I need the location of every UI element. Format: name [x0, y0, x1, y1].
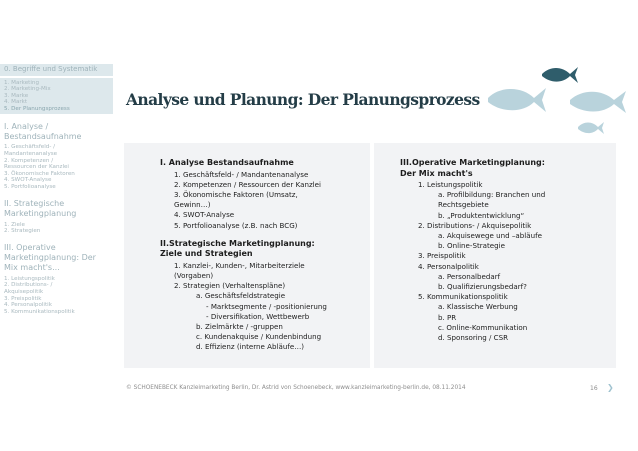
- list-subitem: b. PR: [438, 312, 457, 322]
- page-number: 16: [590, 385, 598, 392]
- sidebar-section-0: [0, 64, 113, 114]
- list-subitem: a. Personalbedarf: [438, 271, 501, 281]
- sidebar-section-title[interactable]: I. Analyse / Bestandsaufnahme: [4, 122, 82, 142]
- sidebar-section-highlight: [0, 64, 113, 76]
- footer-copyright: © SCHOENEBECK Kanzleimarketing Berlin, Dr. Astrid von Schoenebeck, www.kanzleimarketing-berlin.de, 08.11.2014: [126, 385, 466, 391]
- strategie-list: [160, 261, 370, 353]
- list-item: 2. Distributions- / Akquisepolitik: [418, 220, 532, 230]
- operative-list: [400, 180, 614, 343]
- page-title: Analyse und Planung: Der Planungsprozess: [126, 90, 480, 109]
- list-subitem: - Marktsegmente / -positionierung: [206, 301, 327, 311]
- list-subitem: b. Online-Strategie: [438, 241, 505, 251]
- sidebar-item-kommunikation[interactable]: 5. Kommunikationspolitik: [4, 308, 75, 315]
- list-item: 4. Personalpolitik: [418, 261, 479, 271]
- list-item: 1. Geschäftsfeld- / Mandantenanalyse: [174, 169, 309, 179]
- right-column: [400, 158, 614, 343]
- sidebar-item-portfolio[interactable]: 5. Portfolioanalyse: [4, 184, 56, 191]
- list-item: 2. Kompetenzen / Ressourcen der Kanzlei: [174, 179, 321, 189]
- list-subitem: a. Geschäftsfeldstrategie: [196, 291, 286, 301]
- sidebar-item-marke[interactable]: 3. Marke: [4, 92, 29, 99]
- sidebar-item-leistungspolitik[interactable]: 1. Leistungspolitik: [4, 275, 55, 282]
- sidebar-section-3: [0, 243, 113, 316]
- sidebar-section-title[interactable]: III. Operative Marketingplanung: Der Mix macht's...: [4, 242, 96, 272]
- sidebar-item-kompetenzen[interactable]: 2. Kompetenzen / Ressourcen der Kanzlei: [4, 157, 69, 171]
- strategie-sublist: [174, 291, 370, 352]
- sidebar-item-markt[interactable]: 4. Markt: [4, 99, 28, 106]
- fish-icon-dark: [540, 64, 580, 86]
- section-heading-operative: III.Operative Marketingplanung: Der Mix macht's: [400, 158, 545, 178]
- sidebar-item-strategien[interactable]: 2. Strategien: [4, 228, 41, 235]
- list-item: 2. Strategien (Verhaltenspläne): [174, 281, 286, 291]
- sidebar-nav: [0, 64, 113, 321]
- list-item: 3. Preispolitik: [418, 251, 466, 261]
- chevron-logo-icon: ❯: [607, 383, 614, 392]
- section-heading-strategische: II.Strategische Marketingplanung: Ziele und Strategien: [160, 238, 315, 259]
- list-subitem: a. Akquisewege und –abläufe: [438, 231, 542, 241]
- left-column: [160, 158, 370, 353]
- section-heading-analyse: I. Analyse Bestandsaufnahme: [160, 158, 294, 167]
- sidebar-item-marketing-mix[interactable]: 2. Marketing-Mix: [4, 86, 51, 93]
- list-subitem: - Diversifikation, Wettbewerb: [206, 311, 310, 321]
- list-subitem: c. Online-Kommunikation: [438, 322, 528, 332]
- fish-icon-light-right: [566, 86, 628, 118]
- sidebar-section-title[interactable]: 0. Begriffe und Systematik: [4, 65, 98, 73]
- sidebar-item-ziele[interactable]: 1. Ziele: [4, 221, 25, 228]
- fish-icon-light-small: [576, 120, 606, 136]
- sidebar-item-oekonomische-faktoren[interactable]: 3. Ökonomische Faktoren: [4, 170, 75, 177]
- list-item: 4. SWOT-Analyse: [174, 210, 235, 220]
- sidebar-section-2: [0, 199, 113, 235]
- list-subitem: d. Effizienz (interne Abläufe…): [196, 342, 305, 352]
- list-item: 1. Leistungspolitik: [418, 180, 483, 189]
- list-item: 5. Kommunikationspolitik: [418, 292, 508, 302]
- sidebar-section-title[interactable]: II. Strategische Marketingplanung: [4, 198, 77, 218]
- list-item: 5. Portfolioanalyse (z.B. nach BCG): [174, 220, 298, 230]
- sidebar-item-marketing[interactable]: 1. Marketing: [4, 79, 39, 86]
- list-subitem: c. Kundenakquise / Kundenbindung: [196, 332, 322, 342]
- list-subitem: a. Profilbildung: Branchen und Rechtsgebiete: [438, 190, 546, 210]
- sidebar-section-1: [0, 122, 113, 190]
- list-subitem: a. Klassische Werbung: [438, 302, 518, 312]
- list-subitem: d. Sponsoring / CSR: [438, 333, 509, 343]
- list-subitem: b. „Produktentwicklung“: [438, 210, 525, 220]
- list-item: 1. Kanzlei-, Kunden-, Mitarbeiterziele (Vorgaben): [174, 260, 305, 280]
- sidebar-item-planungsprozess[interactable]: 5. Der Planungsprozess: [4, 105, 70, 112]
- list-subitem: b. Zielmärkte / -gruppen: [196, 321, 283, 331]
- sidebar-items: [0, 78, 113, 115]
- analyse-list: [160, 170, 370, 231]
- sidebar-item-preispolitik[interactable]: 3. Preispolitik: [4, 295, 42, 302]
- list-subitem: b. Qualifizierungsbedarf?: [438, 282, 527, 292]
- sidebar-item-swot[interactable]: 4. SWOT-Analyse: [4, 177, 52, 184]
- list-item: 3. Ökonomische Faktoren (Umsatz, Gewinn…): [174, 189, 298, 210]
- sidebar-item-personalpolitik[interactable]: 4. Personalpolitik: [4, 302, 52, 309]
- sidebar-item-distribution[interactable]: 2. Distributions- / Akquisepolitik: [4, 282, 53, 295]
- sidebar-item-mandantenanalyse[interactable]: 1. Geschäftsfeld- / Mandantenanalyse: [4, 144, 58, 158]
